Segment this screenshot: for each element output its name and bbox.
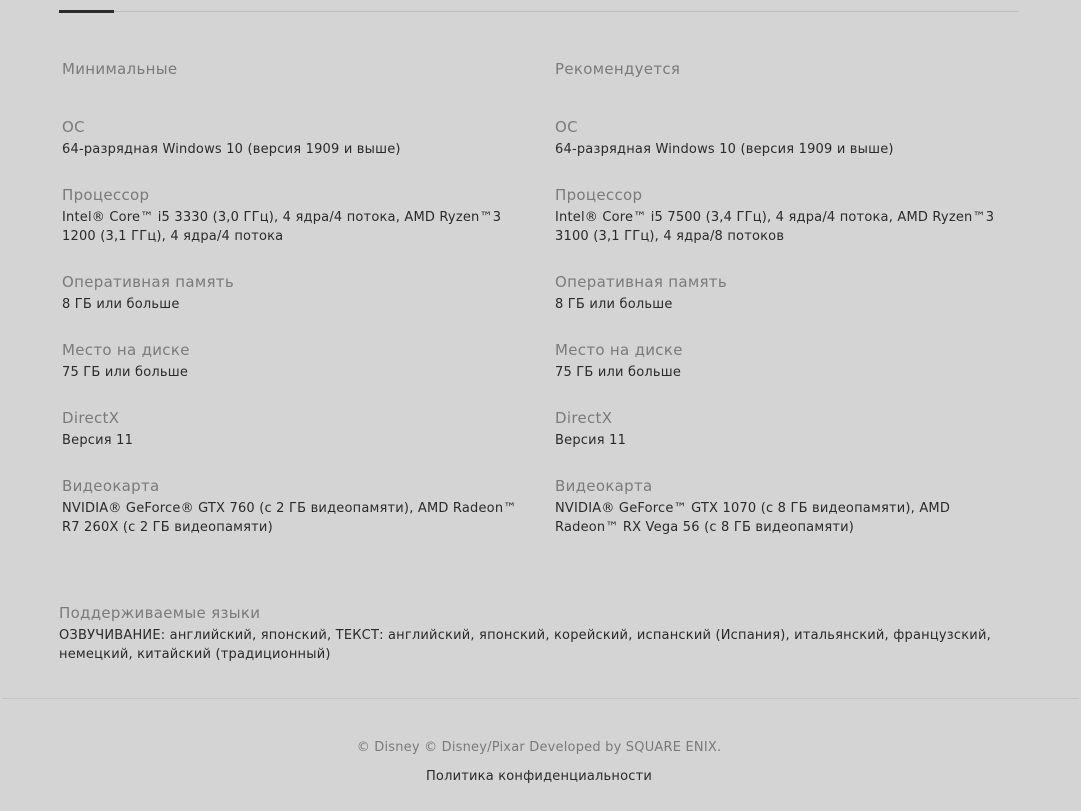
tabs-divider bbox=[59, 11, 1019, 12]
spec-value: 75 ГБ или больше bbox=[555, 365, 682, 380]
spec-label: DirectX bbox=[62, 409, 120, 427]
spec-value: 8 ГБ или больше bbox=[555, 297, 673, 312]
languages-label: Поддерживаемые языки bbox=[59, 604, 261, 622]
spec-value: Intel® Core™ i5 7500 (3,4 ГГц), 4 ядра/4 потока, AMD Ryzen™3 3100 (3,1 ГГц), 4 ядра/8 потоков bbox=[555, 210, 995, 244]
minimum-directx bbox=[62, 408, 517, 450]
spec-label: Процессор bbox=[62, 186, 150, 204]
spec-label: Место на диске bbox=[62, 341, 190, 359]
spec-value: Версия 11 bbox=[62, 433, 134, 448]
footer-copyright: © Disney © Disney/Pixar Developed by SQUARE ENIX. bbox=[356, 740, 722, 755]
minimum-disk bbox=[62, 340, 517, 382]
recommended-directx bbox=[555, 408, 1010, 450]
minimum-os bbox=[62, 117, 517, 159]
minimum-cpu bbox=[62, 185, 517, 246]
spec-label: ОС bbox=[555, 118, 578, 136]
minimum-requirements-column bbox=[62, 59, 517, 535]
spec-label: Оперативная память bbox=[555, 273, 727, 291]
spec-value: 75 ГБ или больше bbox=[62, 365, 189, 380]
spec-label: Место на диске bbox=[555, 341, 683, 359]
spec-label: Процессор bbox=[555, 186, 643, 204]
recommended-os bbox=[555, 117, 1010, 159]
spec-value: Intel® Core™ i5 3330 (3,0 ГГц), 4 ядра/4 потока, AMD Ryzen™3 1200 (3,1 ГГц), 4 ядра/4 потока bbox=[62, 210, 502, 244]
spec-label: Видеокарта bbox=[555, 477, 653, 495]
spec-value: 64-разрядная Windows 10 (версия 1909 и выше) bbox=[62, 142, 401, 157]
spec-value: Версия 11 bbox=[555, 433, 627, 448]
footer-divider bbox=[2, 698, 1079, 699]
spec-value: 64-разрядная Windows 10 (версия 1909 и выше) bbox=[555, 142, 894, 157]
spec-label: DirectX bbox=[555, 409, 613, 427]
recommended-cpu bbox=[555, 185, 1010, 246]
spec-value: NVIDIA® GeForce® GTX 760 (с 2 ГБ видеопамяти), AMD Radeon™ R7 260X (с 2 ГБ видеопамяти) bbox=[62, 501, 517, 535]
minimum-title: Минимальные bbox=[62, 60, 178, 78]
spec-label: Оперативная память bbox=[62, 273, 234, 291]
spec-value: 8 ГБ или больше bbox=[62, 297, 180, 312]
minimum-gpu bbox=[62, 476, 517, 537]
recommended-disk bbox=[555, 340, 1010, 382]
active-tab-indicator bbox=[59, 10, 114, 13]
recommended-gpu bbox=[555, 476, 1010, 537]
supported-languages bbox=[59, 603, 999, 664]
spec-value: NVIDIA® GeForce™ GTX 1070 (с 8 ГБ видеопамяти), AMD Radeon™ RX Vega 56 (с 8 ГБ видеопамяти) bbox=[555, 501, 951, 535]
spec-label: Видеокарта bbox=[62, 477, 160, 495]
languages-value: ОЗВУЧИВАНИЕ: английский, японский, ТЕКСТ: английский, японский, корейский, испанский (Испания), итальянский, французский, немецкий, китайский (традиционный) bbox=[59, 628, 991, 662]
spec-label: ОС bbox=[62, 118, 85, 136]
privacy-policy-link[interactable]: Политика конфиденциальности bbox=[425, 769, 653, 784]
minimum-ram bbox=[62, 272, 517, 314]
recommended-ram bbox=[555, 272, 1010, 314]
recommended-title: Рекомендуется bbox=[555, 60, 681, 78]
recommended-requirements-column bbox=[555, 59, 1005, 535]
